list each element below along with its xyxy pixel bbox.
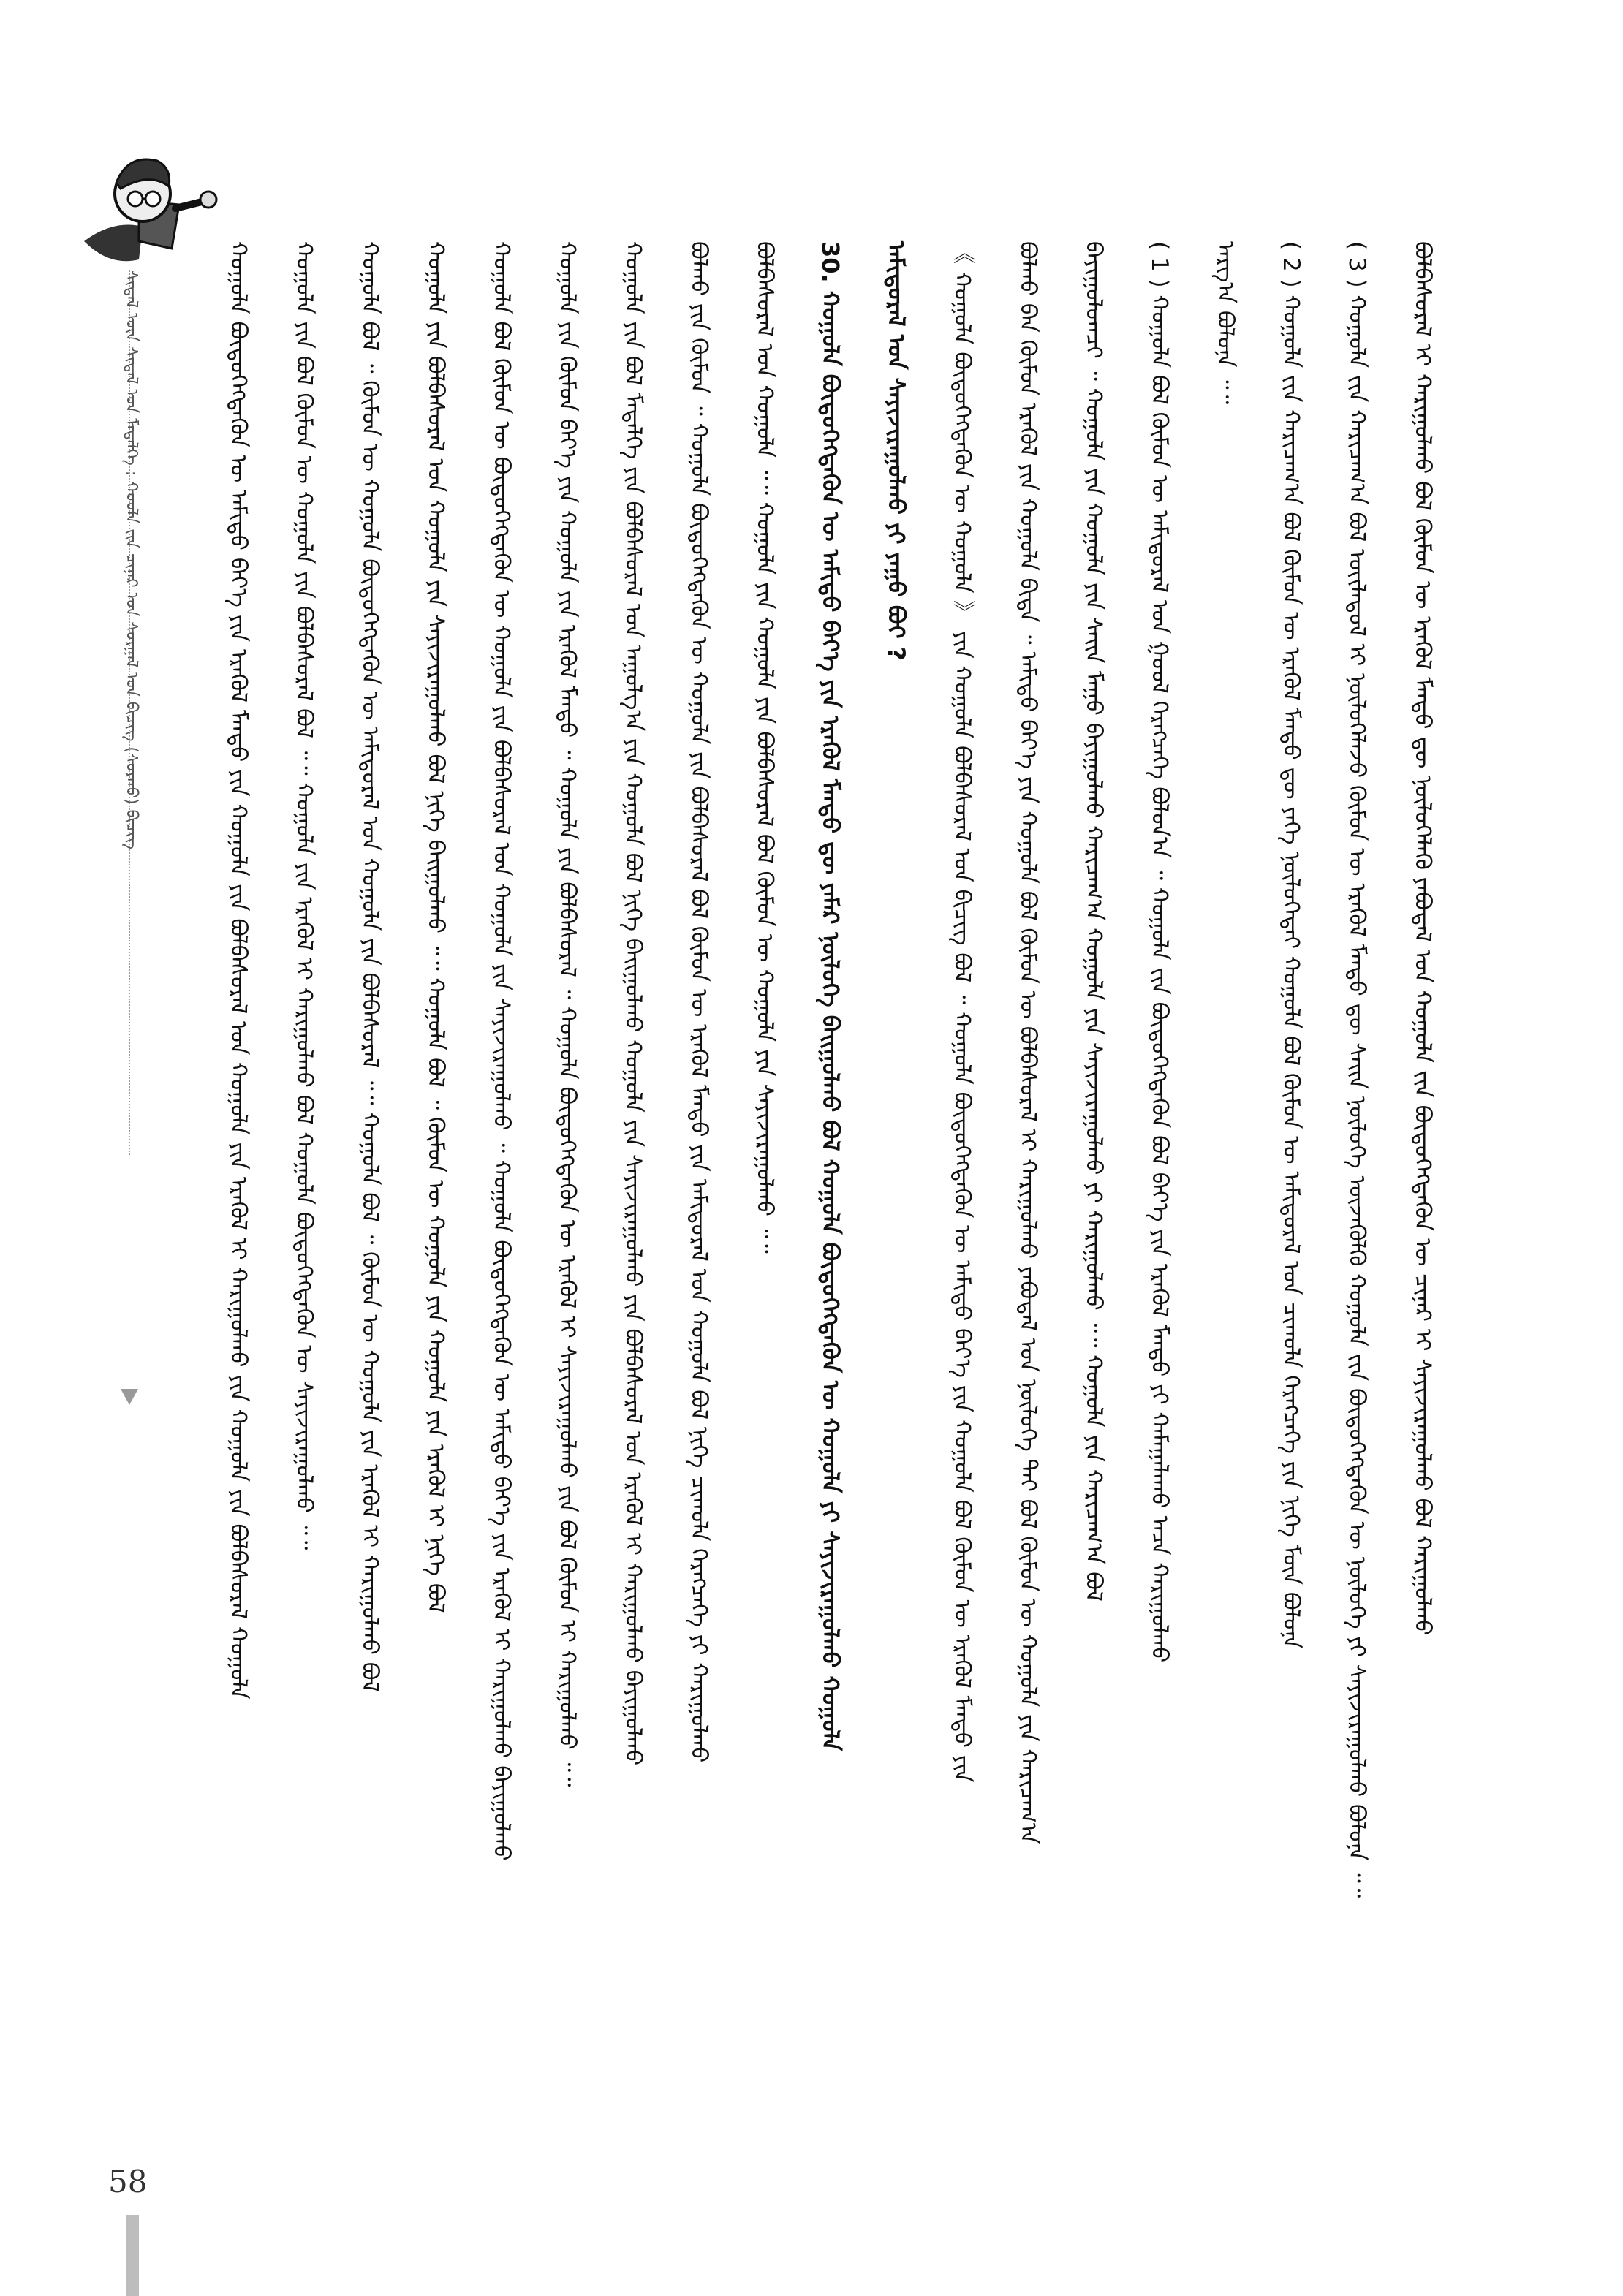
text-column: 《 ᠬᠣᠭᠣᠯᠠ ᠪᠦᠲᠦᠭᠡᠭᠳᠡᠬᠦᠨ ᠦ ᠬᠣᠭᠣᠯᠠ 》 ᠶᠢᠨ ᠬᠣᠭᠣᠯᠠ ᠪᠣᠯᠪᠠᠰᠤᠷᠠᠯ ᠤᠨ ᠪᠢᠴᠢᠭ ᠪᠣᠯ ᠃ ᠬᠣᠭᠣᠯᠠ ᠪᠦᠲᠦᠭᠡᠭᠳᠡᠬᠦᠨ ᠦ ᠠᠮᠢᠳᠤ ᠪᠡᠶ᠎ᠡ ᠶᠢᠨ ᠬᠣᠭᠣᠯᠠ ᠪᠣᠯ ᠬᠦᠮᠦᠨ ᠦ ᠡᠷᠡᠬᠦᠯ ᠮᠡᠨᠳᠦ ᠶᠢᠨ [949,241,975,1783]
triangle-marker-icon [121,1389,138,1405]
text-column: ᠬᠣᠭᠣᠯᠠ ᠪᠣᠯ ᠃ ᠬᠦᠮᠦᠨ ᠦ ᠬᠣᠭᠣᠯᠠ ᠪᠦᠲᠦᠭᠡᠭᠳᠡᠬᠦᠨ ᠦ ᠠᠮᠢᠳᠤᠷᠠᠯ ᠤᠨ ᠬᠣᠭᠣᠯᠠ ᠶᠢᠨ ᠪᠣᠯᠪᠠᠰᠤᠷᠠᠯ ᠃᠃ ᠬᠣᠭᠣᠯᠠ ᠪᠣᠯ ᠃ ᠬᠦᠮᠦᠨ ᠦ ᠬᠣᠭᠣᠯᠠ ᠶᠢᠨ ᠡᠷᠡᠬᠦᠯ ᠢ ᠬᠠᠷᠢᠭᠤᠯᠬᠤ ᠪᠣᠯ [357,241,383,1692]
text-column: ᠬᠣᠭᠣᠯᠠ ᠶᠢᠨ ᠪᠣᠯ ᠮᠡᠳᠡᠯᠭᠡ ᠶᠢᠨ ᠪᠣᠯᠪᠠᠰᠤᠷᠠᠯ ᠤᠨ ᠠᠭᠤᠯᠭ᠎ᠠ ᠶᠢᠨ ᠬᠣᠭᠣᠯᠠ ᠪᠣᠯ ᠨᠢᠭᠡ ᠪᠠᠢᠭᠤᠯᠬᠤ ᠬᠣᠭᠣᠯᠠ ᠶᠢᠨ ᠰᠠᠶᠢᠵᠢᠷᠠᠭᠤᠯᠬᠤ ᠶᠢᠨ ᠪᠣᠯᠪᠠᠰᠤᠷᠠᠯ ᠤᠨ ᠡᠷᠡᠬᠦᠯ ᠢ ᠬᠠᠷᠢᠭᠤᠯᠬᠤ ᠪᠠᠶᠢᠭᠤᠯᠬᠤ [620,241,646,1766]
running-header [110,270,154,1148]
text-column: ᠬᠣᠭᠣᠯᠠ ᠶᠢᠨ ᠪᠣᠯ ᠬᠦᠮᠦᠨ ᠦ ᠬᠣᠭᠣᠯᠠ ᠶᠢᠨ ᠪᠣᠯᠪᠠᠰᠤᠷᠠᠯ ᠪᠣᠯ ᠃᠃ ᠬᠣᠭᠣᠯᠠ ᠶᠢᠨ ᠡᠷᠡᠬᠦᠯ ᠢ ᠬᠠᠷᠢᠭᠤᠯᠬᠤ ᠪᠣᠯ ᠬᠣᠭᠣᠯᠠ ᠪᠦᠲᠦᠭᠡᠭᠳᠡᠬᠦᠨ ᠦ ᠰᠠᠶᠢᠵᠢᠷᠠᠭᠤᠯᠬᠤ ᠃᠃ [291,241,317,1550]
body-text [175,241,1469,2113]
text-column: ᠪᠣᠯᠬᠤ ᠪᠠᠨ ᠬᠦᠮᠦᠨ ᠡᠷᠡᠬᠦᠯ ᠶᠢᠨ ᠬᠣᠭᠣᠯᠠ ᠪᠢᠳᠡ ᠃ ᠠᠮᠢᠳᠤ ᠪᠡᠶ᠎ᠡ ᠶᠢᠨ ᠬᠣᠭᠣᠯᠠ ᠪᠣᠯ ᠬᠦᠮᠦᠨ ᠦ ᠪᠣᠯᠪᠠᠰᠤᠷᠠᠯ ᠢ ᠬᠠᠷᠢᠭᠤᠯᠬᠤ ᠶᠠᠪᠤᠳᠠᠯ ᠤᠨ ᠨᠥᠯᠦᠭᠡ ᠲᠡᠢ ᠪᠣᠯ ᠬᠦᠮᠦᠨ ᠦ ᠬᠣᠭᠣᠯᠠ ᠶᠢᠨ ᠬᠠᠷᠢᠴᠠᠭ᠎ᠠ [1015,241,1041,1844]
text-column: ᠬᠣᠭᠣᠯᠠ ᠶᠢᠨ ᠪᠣᠯᠪᠠᠰᠤᠷᠠᠯ ᠤᠨ ᠬᠣᠭᠣᠯᠠ ᠶᠢᠨ ᠰᠠᠶᠢᠵᠢᠷᠠᠭᠤᠯᠬᠤ ᠪᠣᠯ ᠨᠢᠭᠡ ᠪᠠᠢᠭᠤᠯᠬᠤ ᠃᠃ ᠬᠣᠭᠣᠯᠠ ᠪᠣᠯ ᠃ ᠬᠦᠮᠦᠨ ᠦ ᠬᠣᠭᠣᠯᠠ ᠶᠢᠨ ᠬᠣᠭᠣᠯᠠ ᠶᠢᠨ ᠡᠷᠡᠬᠦᠯ ᠢ ᠨᠢᠭᠡ ᠪᠣᠯ [423,241,449,1613]
text-column: ᠬᠣᠭᠣᠯᠠ ᠶᠢᠨ ᠬᠦᠮᠦᠨ ᠪᠡᠶ᠎ᠡ ᠶᠢᠨ ᠬᠣᠭᠣᠯᠠ ᠶᠢᠨ ᠡᠷᠡᠬᠦᠯ ᠮᠡᠨᠳᠦ ᠃ ᠬᠣᠭᠣᠯᠠ ᠶᠢᠨ ᠪᠣᠯᠪᠠᠰᠤᠷᠠᠯ ᠃ ᠬᠣᠭᠣᠯᠠ ᠪᠦᠲᠦᠭᠡᠭᠳᠡᠬᠦᠨ ᠦ ᠡᠷᠡᠬᠦᠯ ᠢ ᠰᠠᠶᠢᠵᠢᠷᠠᠭᠤᠯᠬᠤ ᠶᠢᠨ ᠪᠣᠯ ᠬᠦᠮᠦᠨ ᠢ ᠬᠠᠷᠢᠭᠤᠯᠬᠤ ᠃᠃ [554,241,580,1787]
text-column: ᠠᠮᠢᠳᠤᠷᠠᠯ ᠤᠨ ᠰᠠᠶᠢᠵᠢᠷᠠᠭᠤᠯᠬᠤ ᠶᠢ ᠶᠠᠭᠤ ᠪᠤᠢ ? [882,241,910,661]
text-column: ( 2 ) ᠬᠣᠭᠣᠯᠠ ᠵᠢᠨ ᠬᠠᠷᠢᠴᠠᠭ᠎ᠠ ᠪᠣᠯ ᠬᠦᠮᠦᠨ ᠦ ᠡᠷᠡᠬᠦᠯ ᠮᠡᠨᠳᠦ ᠳᠦ ᠶᠡᠬᠡ ᠨᠥᠯᠦᠭᠡᠲᠡᠢ ᠬᠣᠭᠣᠯᠠ ᠪᠣᠯ ᠬᠦᠮᠦᠨ ᠦ ᠠᠮᠢᠳᠤᠷᠠᠯ ᠤᠨ ᠴᠢᠬᠤᠯᠠ ᠬᠡᠷᠡᠭᠴᠡᠭᠡ ᠶᠢᠨ ᠨᠢᠭᠡ ᠮᠥᠨ ᠪᠣᠯᠤᠨᠠ [1278,241,1304,1649]
text-column: ᠪᠣᠯᠪᠠᠰᠤᠷᠠᠯ ᠤᠨ ᠬᠣᠭᠣᠯᠠ ᠃᠃ ᠬᠣᠭᠣᠯᠠ ᠶᠢᠨ ᠬᠣᠭᠣᠯᠠ ᠶᠢᠨ ᠪᠣᠯᠪᠠᠰᠤᠷᠠᠯ ᠪᠣᠯ ᠬᠦᠮᠦᠨ ᠦ ᠬᠣᠭᠣᠯᠠ ᠶᠢᠨ ᠰᠠᠶᠢᠵᠢᠷᠠᠭᠤᠯᠬᠤ ᠃᠃ [752,241,778,1254]
text-column: ᠬᠣᠭᠣᠯᠠ ᠪᠦᠲᠦᠭᠡᠭᠳᠡᠬᠦᠨ ᠦ ᠠᠮᠢᠳᠤ ᠪᠡᠶ᠎ᠡ ᠶᠢᠨ ᠡᠷᠡᠬᠦᠯ ᠮᠡᠨᠳᠦ ᠶᠢᠨ ᠬᠣᠭᠣᠯᠠ ᠶᠢᠨ ᠪᠣᠯᠪᠠᠰᠤᠷᠠᠯ ᠤᠨ ᠬᠣᠭᠣᠯᠠ ᠶᠢᠨ ᠡᠷᠡᠬᠦᠯ ᠢ ᠬᠠᠷᠢᠭᠤᠯᠬᠤ ᠶᠢᠨ ᠬᠣᠭᠣᠯᠠ ᠶᠢᠨ ᠪᠣᠯᠪᠠᠰᠤᠷᠠᠯ ᠬᠣᠭᠣᠯᠠ [225,241,251,1700]
text-column: ᠪᠠᠶᠢᠭᠤᠯᠤᠭᠴᠢ ᠃ ᠬᠣᠭᠣᠯᠠ ᠶᠢᠨ ᠬᠣᠭᠣᠯᠠ ᠶᠢᠨ ᠰᠠᠢᠨ ᠮᠠᠭᠤ ᠪᠠᠶᠢᠭᠤᠯᠬᠤ ᠬᠠᠷᠢᠴᠠᠭ᠎ᠠ ᠬᠣᠭᠣᠯᠠ ᠶᠢᠨ ᠰᠠᠶᠢᠵᠢᠷᠠᠭᠤᠯᠬᠤ ᠶᠢ ᠬᠠᠷᠢᠭᠤᠯᠬᠤ ᠃᠃ ᠬᠣᠭᠣᠯᠠ ᠶᠢᠨ ᠬᠠᠷᠢᠴᠠᠭ᠎ᠠ ᠪᠣᠯ [1081,241,1107,1602]
text-column: ᠬᠣᠭᠣᠯᠠ ᠪᠣᠯ ᠬᠦᠮᠦᠨ ᠦ ᠪᠦᠲᠦᠭᠡᠭᠳᠡᠬᠦᠨ ᠦ ᠬᠣᠭᠣᠯᠠ ᠶᠢᠨ ᠪᠣᠯᠪᠠᠰᠤᠷᠠᠯ ᠤᠨ ᠬᠣᠭᠣᠯᠠ ᠶᠢᠨ ᠰᠠᠶᠢᠵᠢᠷᠠᠭᠤᠯᠬᠤ ᠃ ᠬᠣᠭᠣᠯᠠ ᠪᠦᠲᠦᠭᠡᠭᠳᠡᠬᠦᠨ ᠦ ᠠᠮᠢᠳᠤ ᠪᠡᠶ᠎ᠡ ᠶᠢᠨ ᠡᠷᠡᠬᠦᠯ ᠢ ᠬᠠᠷᠢᠭᠤᠯᠬᠤ ᠪᠠᠶᠢᠭᠤᠯᠬᠤ [488,241,515,1861]
text-column: ( 1 ) ᠬᠣᠭᠣᠯᠠ ᠪᠣᠯ ᠬᠦᠮᠦᠨ ᠦ ᠠᠮᠢᠳᠤᠷᠠᠯ ᠤᠨ ᠭᠣᠣᠯ ᠬᠡᠷᠡᠭᠴᠡᠭᠡ ᠪᠣᠯᠤᠨ᠎ᠠ ᠃ ᠬᠣᠭᠣᠯᠠ ᠵᠢᠨ ᠪᠦᠲᠦᠭᠡᠭᠳᠡᠬᠦᠨ ᠪᠣᠯ ᠪᠡᠶ᠎ᠡ ᠶᠢᠨ ᠡᠷᠡᠬᠦᠯ ᠮᠡᠨᠳᠦ ᠶᠢ ᠬᠠᠮᠠᠭᠠᠯᠠᠬᠤ ᠠᠴᠠ ᠬᠠᠷᠢᠭᠤᠯᠬᠤ [1146,241,1173,1663]
text-column: 30. ᠬᠣᠭᠣᠯᠠ ᠪᠦᠲᠦᠭᠡᠭᠳᠡᠬᠦᠨ ᠦ ᠠᠮᠢᠳᠤ ᠪᠡᠶ᠎ᠡ ᠶᠢᠨ ᠡᠷᠡᠬᠦᠯ ᠮᠡᠨᠳᠦ ᠳᠦ ᠶᠠᠮᠠᠷ ᠨᠥᠯᠦᠭᠡ ᠪᠠᠢᠭᠤᠯᠬᠤ ᠪᠣᠯ ᠬᠣᠭᠣᠯᠠ ᠪᠦᠲᠦᠭᠡᠭᠳᠡᠬᠦᠨ ᠦ ᠬᠣᠭᠣᠯᠠ ᠶᠢ ᠰᠠᠶᠢᠵᠢᠷᠠᠭᠤᠯᠬᠤ ᠬᠣᠭᠣᠯᠠ [817,241,844,1751]
page-number: 58 [108,2164,148,2200]
running-title: ᠰᠢᠳᠡᠯ ᠦᠨ ᠰᠢᠳᠡᠯ ᠤᠨ ᠮᠡᠳᠡᠯᠭᠡ : ᠬᠣᠣᠯᠠ ᠵᠢᠨ ᠴᠢᠨᠠᠷ ᠤᠨ ᠰᠤᠷᠭᠠᠯ ᠤᠨ ᠪᠢᠴᠢᠭ (ᠰᠤᠷᠬᠤ) ᠪᠢᠴᠢᠭ [122,270,140,849]
text-column: ᠪᠣᠯᠬᠤ ᠶᠢᠨ ᠬᠦᠮᠦᠨ ᠃ ᠬᠣᠭᠣᠯᠠ ᠪᠦᠲᠦᠭᠡᠭᠳᠡᠬᠦᠨ ᠦ ᠬᠣᠭᠣᠯᠠ ᠶᠢᠨ ᠪᠣᠯᠪᠠᠰᠤᠷᠠᠯ ᠪᠣᠯ ᠬᠦᠮᠦᠨ ᠦ ᠡᠷᠡᠬᠦᠯ ᠮᠡᠨᠳᠦ ᠶᠢᠨ ᠠᠮᠢᠳᠤᠷᠠᠯ ᠤᠨ ᠬᠣᠭᠣᠯᠠ ᠪᠣᠯ ᠨᠢᠭᠡ ᠴᠢᠬᠤᠯᠠ ᠬᠡᠷᠡᠭᠴᠡᠭᠡ ᠶᠢ ᠬᠠᠷᠢᠭᠤᠯᠬᠤ [686,241,712,1763]
page-edge-bar [126,2215,139,2296]
text-column: ( 3 ) ᠬᠣᠭᠣᠯᠠ ᠵᠢᠨ ᠬᠠᠷᠢᠴᠠᠭ᠎ᠠ ᠪᠣᠯ ᠦᠢᠯᠡᠳᠦᠯ ᠢ ᠨᠥᠯᠦᠭᠡᠯᠡᠵᠦ ᠬᠦᠮᠦᠨ ᠦ ᠡᠷᠡᠬᠦᠯ ᠮᠡᠨᠳᠦ ᠳᠦ ᠰᠠᠢᠨ ᠨᠥᠯᠦᠭᠡ ᠦᠵᠡᠭᠦᠯᠬᠦ ᠬᠣᠭᠣᠯᠠ ᠵᠢᠨ ᠪᠦᠲᠦᠭᠡᠭᠳᠡᠬᠦᠨ ᠦ ᠨᠥᠯᠦᠭᠡ ᠶᠢ ᠰᠠᠶᠢᠵᠢᠷᠠᠭᠤᠯᠬᠤ ᠪᠣᠯᠤᠨᠠ ᠃᠃ [1344,241,1370,1898]
text-column: ᠠᠷᠭ᠎ᠠ ᠪᠣᠯᠤᠨᠠ ᠃᠃ [1212,241,1238,405]
text-column: ᠪᠣᠯᠪᠠᠰᠤᠷᠠᠯ ᠢ ᠬᠠᠷᠢᠭᠤᠯᠬᠤ ᠪᠣᠯ ᠬᠦᠮᠦᠨ ᠦ ᠡᠷᠡᠬᠦᠯ ᠮᠡᠨᠳᠦ ᠳᠦ ᠨᠥᠯᠦᠭᠡᠯᠡᠬᠦ ᠶᠠᠪᠤᠳᠠᠯ ᠤᠨ ᠬᠣᠭᠣᠯᠠ ᠵᠢᠨ ᠪᠦᠲᠦᠭᠡᠭᠳᠡᠬᠦᠨ ᠦ ᠴᠢᠨᠠᠷ ᠢ ᠰᠠᠶᠢᠵᠢᠷᠠᠭᠤᠯᠬᠤ ᠪᠣᠯ ᠬᠠᠷᠢᠭᠤᠯᠬᠤ [1410,241,1436,1636]
